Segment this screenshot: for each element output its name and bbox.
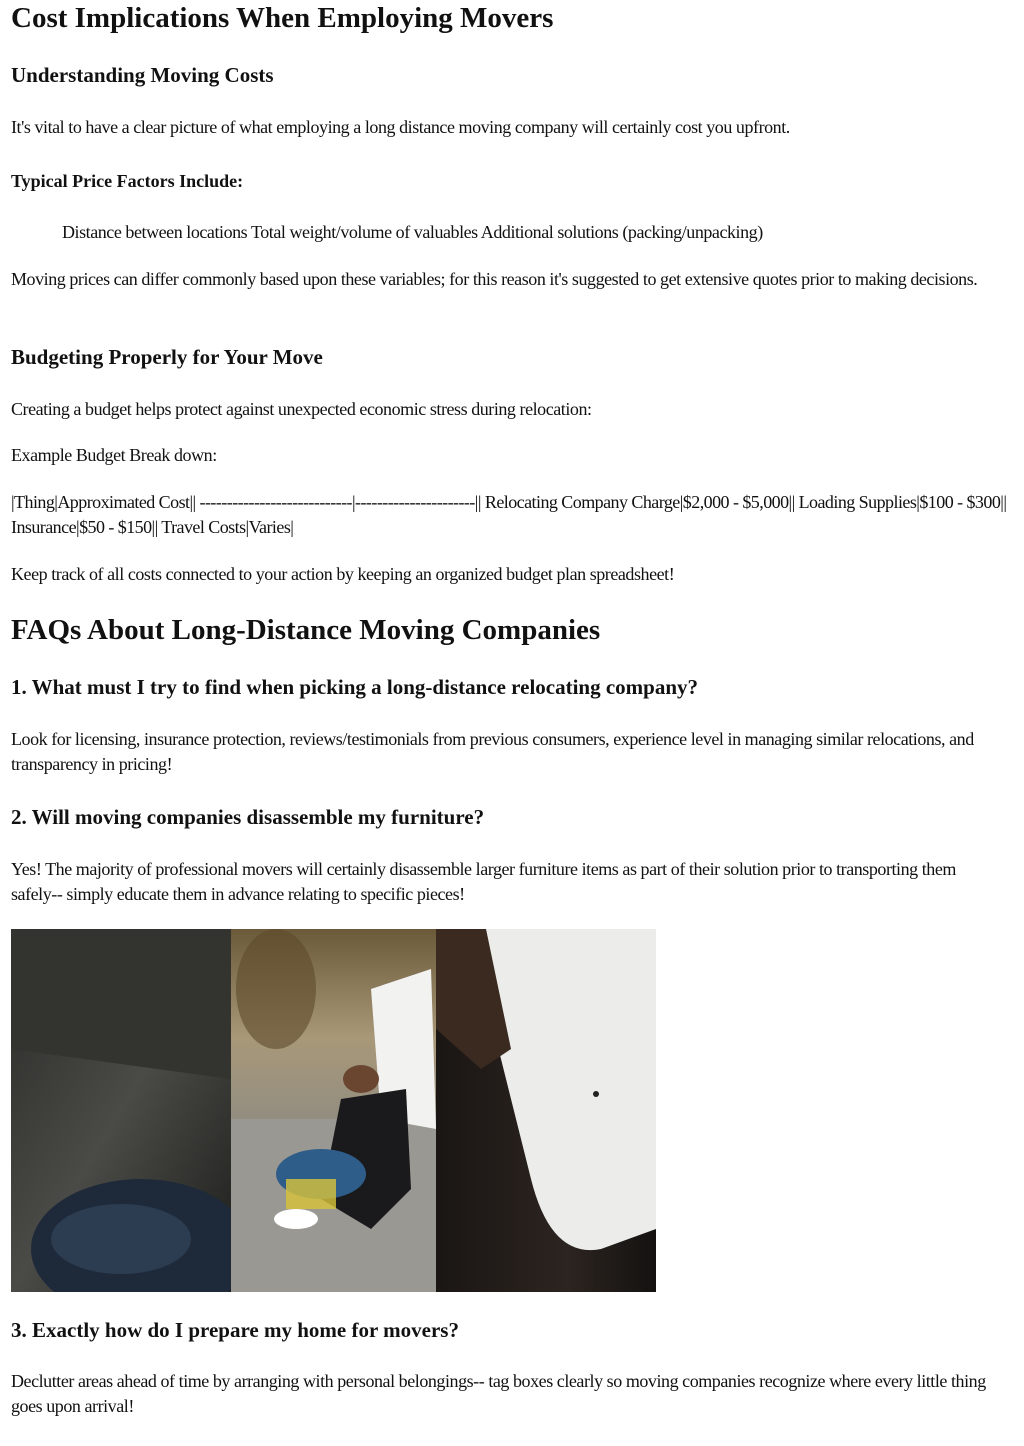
- faq-question-2: 2. Will moving companies disassemble my furniture?: [11, 805, 485, 829]
- faq-answer-3: Declutter areas ahead of time by arranging with personal belongings-- tag boxes clearly so moving companies recognize where every little thing goes upon arrival!: [11, 1371, 986, 1416]
- budget-tip: Keep track of all costs connected to your action by keeping an organized budget plan spreadsheet!: [11, 564, 675, 584]
- budgeting-intro: Creating a budget helps protect against unexpected economic stress during relocation:: [11, 399, 592, 419]
- faq-answer-2: Yes! The majority of professional movers will certainly disassemble larger furniture items as part of their solution prior to transporting them safely-- simply educate them in advance relating to specific pieces!: [11, 859, 956, 904]
- factors-heading: Typical Price Factors Include:: [11, 171, 244, 191]
- faqs-heading: FAQs About Long-Distance Moving Companies: [11, 614, 601, 646]
- page-title: Cost Implications When Employing Movers: [11, 2, 554, 34]
- budget-example-label: Example Budget Break down:: [11, 445, 217, 465]
- understanding-note: Moving prices can differ commonly based upon these variables; for this reason it's suggested to get extensive quotes prior to making decisions.: [11, 269, 978, 289]
- faq-answer-1: Look for licensing, insurance protection, reviews/testimonials from previous consumers, experience level in managing similar relocations, and transparency in pricing!: [11, 729, 974, 774]
- section-heading-budgeting: Budgeting Properly for Your Move: [11, 345, 323, 369]
- understanding-intro: It's vital to have a clear picture of what employing a long distance moving company will certainly cost you upfront.: [11, 117, 790, 137]
- section-heading-understanding: Understanding Moving Costs: [11, 63, 274, 87]
- budget-table-text: |Thing|Approximated Cost|| ----------------------------|----------------------|| Relocating Company Charge|$2,000 - $5,000|| Loading Supplies|$100 - $300|| Insurance|$50 - $150|| Travel Costs|Varies|: [11, 492, 1007, 537]
- faq-question-1: 1. What must I try to find when picking a long-distance relocating company?: [11, 675, 699, 699]
- factors-list: Distance between locations Total weight/volume of valuables Additional solutions (packing/unpacking): [62, 222, 763, 242]
- faq-question-3: 3. Exactly how do I prepare my home for movers?: [11, 1318, 459, 1342]
- mover-photo-collage: [11, 929, 656, 1292]
